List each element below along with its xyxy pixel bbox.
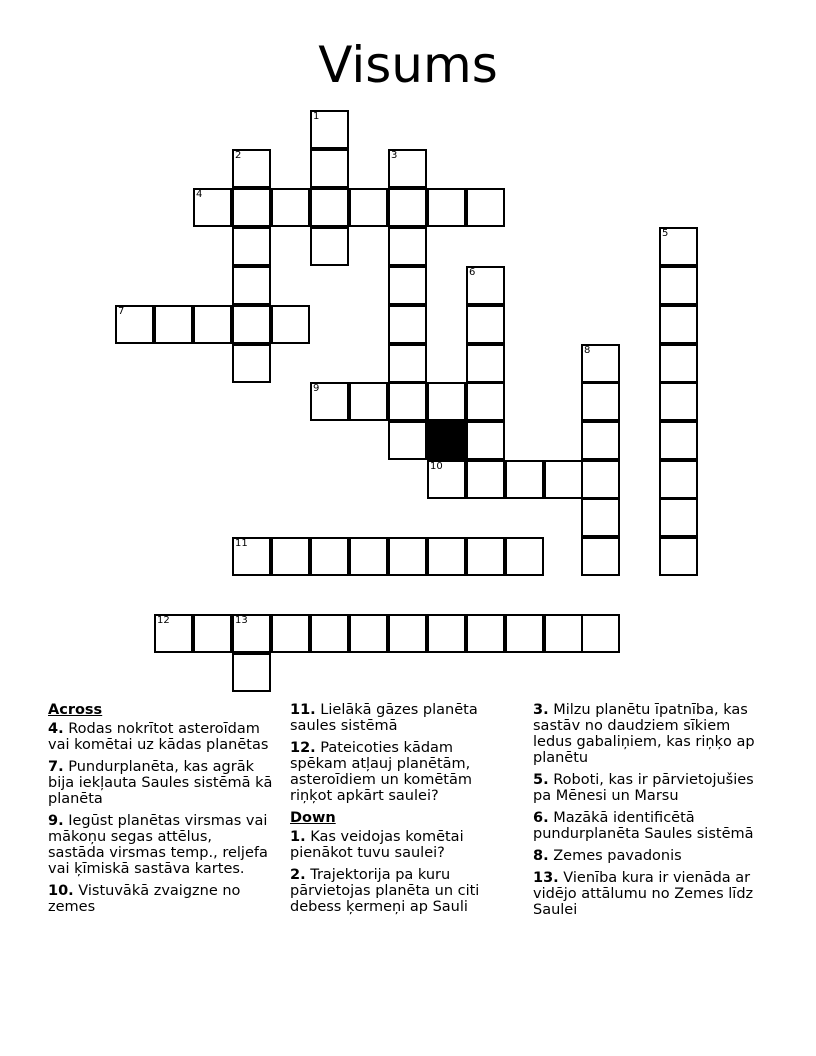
clue-number-label: 6 (469, 267, 476, 278)
grid-cell[interactable] (310, 537, 349, 576)
grid-cell[interactable] (427, 188, 466, 227)
grid-cell[interactable] (659, 305, 698, 344)
grid-cell[interactable] (154, 305, 193, 344)
grid-cell[interactable] (659, 344, 698, 383)
clue-text: Lielākā gāzes planēta saules sistēmā (290, 702, 478, 734)
grid-cell[interactable] (310, 227, 349, 266)
clue-number: 12. (290, 740, 316, 756)
grid-cell[interactable] (232, 653, 271, 692)
clue-number: 10. (48, 883, 74, 899)
grid-cell[interactable] (349, 382, 388, 421)
clue-number-label: 8 (584, 345, 591, 356)
grid-cell[interactable] (581, 382, 620, 421)
clue-down-5 (533, 772, 773, 804)
clue-down-6 (533, 810, 773, 842)
clue-number-label: 1 (313, 111, 320, 122)
grid-cell[interactable] (505, 614, 544, 653)
across-heading: Across (48, 702, 103, 718)
grid-cell[interactable] (466, 614, 505, 653)
clue-number: 3. (533, 702, 549, 718)
clue-number-label: 10 (430, 461, 443, 472)
grid-cell[interactable] (466, 344, 505, 383)
clue-text: Iegūst planētas virsmas vai mākoņu segas attēlus, sastāda virsmas temp., reljefa vai ķīmiskā sastāva kartes. (48, 813, 268, 877)
clue-across-4 (48, 721, 273, 753)
clue-down-8 (533, 848, 773, 864)
clue-across-9 (48, 813, 273, 877)
clue-text: Roboti, kas ir pārvietojušies pa Mēnesi un Marsu (533, 772, 754, 804)
clue-number: 2. (290, 867, 306, 883)
grid-cell[interactable] (427, 537, 466, 576)
clue-text: Trajektorija pa kuru pārvietojas planēta un citi debess ķermeņi ap Sauli (290, 867, 480, 915)
grid-cell[interactable] (466, 460, 505, 499)
grid-cell[interactable] (232, 344, 271, 383)
grid-cell[interactable] (388, 188, 427, 227)
clue-text: Vienība kura ir vienāda ar vidējo attālumu no Zemes līdz Saulei (533, 870, 754, 918)
grid-cell[interactable] (232, 305, 271, 344)
clue-down-13 (533, 870, 773, 918)
grid-cell[interactable] (659, 421, 698, 460)
grid-cell[interactable] (544, 614, 583, 653)
clue-number: 11. (290, 702, 316, 718)
clue-text: Kas veidojas komētai pienākot tuvu saulei? (290, 829, 464, 861)
grid-cell[interactable] (581, 460, 620, 499)
grid-cell[interactable] (388, 614, 427, 653)
clue-down-3 (533, 702, 773, 766)
grid-cell[interactable] (659, 537, 698, 576)
clue-across-7 (48, 759, 273, 807)
grid-cell[interactable] (271, 614, 310, 653)
clue-number: 9. (48, 813, 64, 829)
clue-number: 7. (48, 759, 64, 775)
grid-cell[interactable] (349, 188, 388, 227)
clue-column-1 (48, 702, 273, 921)
grid-cell[interactable] (388, 305, 427, 344)
clue-text: Vistuvākā zvaigzne no zemes (48, 883, 241, 915)
clue-text: Pundurplanēta, kas agrāk bija iekļauta Saules sistēmā kā planēta (48, 759, 273, 807)
grid-cell[interactable] (388, 382, 427, 421)
grid-cell[interactable] (505, 460, 544, 499)
clue-number: 6. (533, 810, 549, 826)
clue-text: Zemes pavadonis (548, 848, 682, 864)
clue-text: Rodas nokrītot asteroīdam vai komētai uz kādas planētas (48, 721, 269, 753)
clue-number-label: 9 (313, 383, 320, 394)
clue-column-3 (533, 702, 773, 924)
clue-number: 1. (290, 829, 306, 845)
clue-text: Mazākā identificētā pundurplanēta Saules sistēmā (533, 810, 754, 842)
grid-cell[interactable] (388, 227, 427, 266)
grid-cell[interactable] (505, 537, 544, 576)
clue-number: 4. (48, 721, 64, 737)
clue-number-label: 5 (662, 228, 669, 239)
clue-column-2 (290, 702, 505, 921)
grid-cell[interactable] (659, 382, 698, 421)
grid-cell[interactable] (466, 305, 505, 344)
grid-cell[interactable] (659, 266, 698, 305)
grid-cell[interactable] (466, 188, 505, 227)
grid-cell[interactable] (659, 498, 698, 537)
grid-cell[interactable] (232, 266, 271, 305)
clue-text: Pateicoties kādam spēkam atļauj planētām, asteroīdiem un komētām riņķot apkārt saulei? (290, 740, 472, 804)
clue-down-2 (290, 867, 505, 915)
grid-cell[interactable] (581, 614, 620, 653)
clue-number-label: 12 (157, 615, 170, 626)
puzzle-title: Visums (318, 36, 498, 94)
clue-number-label: 7 (118, 306, 125, 317)
black-cell (427, 421, 466, 460)
grid-cell[interactable] (466, 537, 505, 576)
clue-across-12 (290, 740, 505, 804)
grid-cell[interactable] (310, 614, 349, 653)
clue-number-label: 4 (196, 189, 203, 200)
grid-cell[interactable] (466, 382, 505, 421)
clue-number: 5. (533, 772, 549, 788)
grid-cell[interactable] (310, 188, 349, 227)
clue-number-label: 2 (235, 150, 242, 161)
grid-cell[interactable] (232, 227, 271, 266)
grid-cell[interactable] (581, 421, 620, 460)
clue-down-1 (290, 829, 505, 861)
grid-cell[interactable] (388, 266, 427, 305)
down-heading: Down (290, 810, 336, 826)
grid-cell[interactable] (310, 149, 349, 188)
grid-cell[interactable] (427, 382, 466, 421)
grid-cell[interactable] (388, 537, 427, 576)
grid-cell[interactable] (427, 614, 466, 653)
clue-number-label: 13 (235, 615, 248, 626)
clue-number: 8. (533, 848, 549, 864)
grid-cell[interactable] (388, 344, 427, 383)
grid-cell[interactable] (271, 305, 310, 344)
grid-cell[interactable] (232, 188, 271, 227)
grid-cell[interactable] (193, 614, 232, 653)
clue-number-label: 11 (235, 538, 248, 549)
grid-cell[interactable] (581, 537, 620, 576)
grid-cell[interactable] (581, 498, 620, 537)
grid-cell[interactable] (193, 305, 232, 344)
grid-cell[interactable] (388, 421, 427, 460)
grid-cell[interactable] (349, 614, 388, 653)
clue-across-11 (290, 702, 505, 734)
clue-number: 13. (533, 870, 559, 886)
grid-cell[interactable] (349, 537, 388, 576)
grid-cell[interactable] (466, 421, 505, 460)
clue-text: Milzu planētu īpatnība, kas sastāv no daudziem sīkiem ledus gabaliņiem, kas riņķo ap planētu (533, 702, 755, 766)
grid-cell[interactable] (271, 188, 310, 227)
grid-cell[interactable] (659, 460, 698, 499)
grid-cell[interactable] (544, 460, 583, 499)
grid-cell[interactable] (271, 537, 310, 576)
clue-number-label: 3 (391, 150, 398, 161)
clue-across-10 (48, 883, 273, 915)
